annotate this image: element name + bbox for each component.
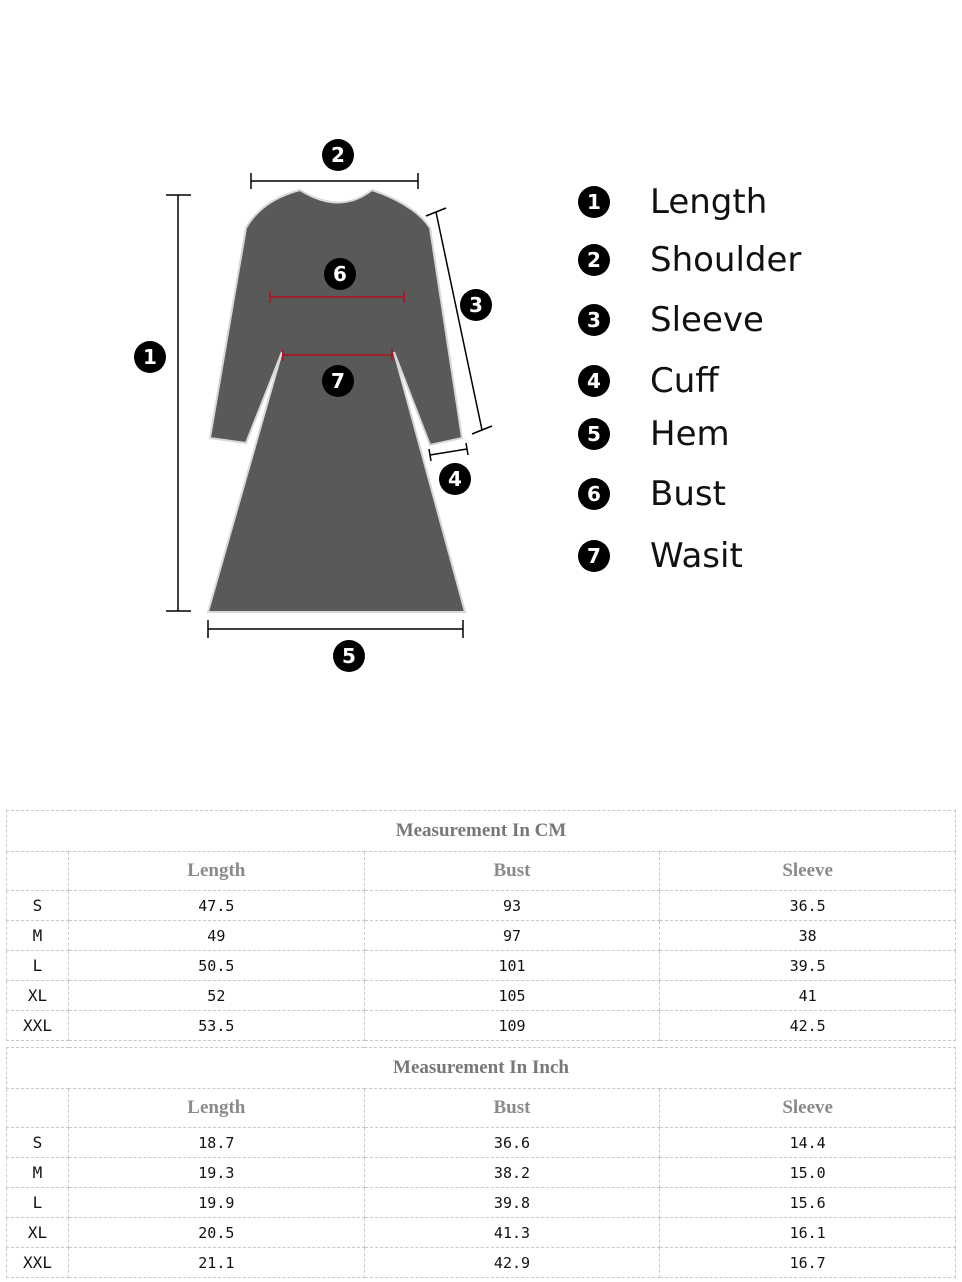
table-row bbox=[7, 891, 956, 921]
size-cell: XXL bbox=[7, 1248, 69, 1278]
legend-label: Bust bbox=[650, 474, 726, 514]
size-cell: M bbox=[7, 921, 69, 951]
size-cell: S bbox=[7, 1128, 69, 1158]
legend-item-sleeve bbox=[578, 300, 764, 340]
svg-text:6: 6 bbox=[333, 262, 347, 286]
length-dimension bbox=[166, 195, 191, 611]
table-row bbox=[7, 1011, 956, 1041]
value-cell: 42.5 bbox=[660, 1011, 956, 1041]
value-cell: 15.0 bbox=[660, 1158, 956, 1188]
legend-label: Sleeve bbox=[650, 300, 764, 340]
cuff-dimension bbox=[429, 443, 468, 461]
value-cell: 42.9 bbox=[364, 1248, 660, 1278]
column-header bbox=[7, 1089, 69, 1128]
svg-text:7: 7 bbox=[331, 369, 345, 393]
table-title-row bbox=[7, 811, 956, 852]
size-cell: L bbox=[7, 1188, 69, 1218]
column-header bbox=[7, 852, 69, 891]
table-row bbox=[7, 921, 956, 951]
value-cell: 101 bbox=[364, 951, 660, 981]
legend-label: Wasit bbox=[650, 536, 743, 576]
legend-item-waist bbox=[578, 536, 743, 576]
shoulder-dimension bbox=[251, 173, 418, 189]
table-header-row bbox=[7, 852, 956, 891]
size-cell: XXL bbox=[7, 1011, 69, 1041]
column-header: Bust bbox=[364, 852, 660, 891]
value-cell: 19.9 bbox=[69, 1188, 365, 1218]
legend-number: 6 bbox=[578, 478, 610, 510]
value-cell: 105 bbox=[364, 981, 660, 1011]
value-cell: 47.5 bbox=[69, 891, 365, 921]
marker-6 bbox=[324, 258, 356, 290]
legend-item-cuff bbox=[578, 361, 719, 401]
value-cell: 53.5 bbox=[69, 1011, 365, 1041]
value-cell: 18.7 bbox=[69, 1128, 365, 1158]
table-row bbox=[7, 1248, 956, 1278]
table-row bbox=[7, 1128, 956, 1158]
table-row bbox=[7, 981, 956, 1011]
value-cell: 14.4 bbox=[660, 1128, 956, 1158]
column-header: Sleeve bbox=[660, 1089, 956, 1128]
value-cell: 36.5 bbox=[660, 891, 956, 921]
value-cell: 49 bbox=[69, 921, 365, 951]
legend-item-shoulder bbox=[578, 240, 802, 280]
column-header: Length bbox=[69, 1089, 365, 1128]
size-cell: S bbox=[7, 891, 69, 921]
cm-size-table bbox=[6, 810, 956, 1041]
svg-text:2: 2 bbox=[331, 143, 345, 167]
svg-text:1: 1 bbox=[143, 345, 157, 369]
size-cell: M bbox=[7, 1158, 69, 1188]
dress-silhouette bbox=[208, 190, 465, 612]
value-cell: 16.7 bbox=[660, 1248, 956, 1278]
legend-number: 5 bbox=[578, 418, 610, 450]
legend-number: 3 bbox=[578, 304, 610, 336]
size-cell: XL bbox=[7, 1218, 69, 1248]
legend-label: Hem bbox=[650, 414, 730, 454]
value-cell: 20.5 bbox=[69, 1218, 365, 1248]
value-cell: 41 bbox=[660, 981, 956, 1011]
table-title-row bbox=[7, 1048, 956, 1089]
size-cell: XL bbox=[7, 981, 69, 1011]
value-cell: 21.1 bbox=[69, 1248, 365, 1278]
legend-item-length bbox=[578, 182, 768, 222]
value-cell: 41.3 bbox=[364, 1218, 660, 1248]
value-cell: 38.2 bbox=[364, 1158, 660, 1188]
hem-dimension bbox=[208, 620, 463, 638]
column-header: Sleeve bbox=[660, 852, 956, 891]
value-cell: 109 bbox=[364, 1011, 660, 1041]
value-cell: 19.3 bbox=[69, 1158, 365, 1188]
marker-7 bbox=[322, 365, 354, 397]
size-cell: L bbox=[7, 951, 69, 981]
value-cell: 16.1 bbox=[660, 1218, 956, 1248]
table-title: Measurement In CM bbox=[7, 811, 956, 852]
value-cell: 39.8 bbox=[364, 1188, 660, 1218]
marker-2 bbox=[322, 139, 354, 171]
legend-label: Length bbox=[650, 182, 768, 222]
size-tables bbox=[6, 810, 956, 1278]
svg-text:4: 4 bbox=[448, 467, 462, 491]
legend-item-bust bbox=[578, 474, 726, 514]
legend-number: 4 bbox=[578, 365, 610, 397]
svg-text:5: 5 bbox=[342, 644, 356, 668]
svg-text:3: 3 bbox=[469, 293, 483, 317]
value-cell: 38 bbox=[660, 921, 956, 951]
table-row bbox=[7, 1158, 956, 1188]
table-row bbox=[7, 1218, 956, 1248]
legend-item-hem bbox=[578, 414, 730, 454]
column-header: Length bbox=[69, 852, 365, 891]
value-cell: 93 bbox=[364, 891, 660, 921]
value-cell: 39.5 bbox=[660, 951, 956, 981]
marker-4 bbox=[439, 463, 471, 495]
legend-number: 7 bbox=[578, 540, 610, 572]
table-row bbox=[7, 951, 956, 981]
marker-1 bbox=[134, 341, 166, 373]
column-header: Bust bbox=[364, 1089, 660, 1128]
value-cell: 50.5 bbox=[69, 951, 365, 981]
table-header-row bbox=[7, 1089, 956, 1128]
value-cell: 36.6 bbox=[364, 1128, 660, 1158]
table-title: Measurement In Inch bbox=[7, 1048, 956, 1089]
measurement-legend bbox=[578, 0, 958, 760]
marker-5 bbox=[333, 640, 365, 672]
value-cell: 15.6 bbox=[660, 1188, 956, 1218]
value-cell: 97 bbox=[364, 921, 660, 951]
legend-label: Cuff bbox=[650, 361, 719, 401]
value-cell: 52 bbox=[69, 981, 365, 1011]
inch-size-table bbox=[6, 1047, 956, 1278]
legend-number: 2 bbox=[578, 244, 610, 276]
legend-label: Shoulder bbox=[650, 240, 802, 280]
marker-3 bbox=[460, 289, 492, 321]
table-row bbox=[7, 1188, 956, 1218]
legend-number: 1 bbox=[578, 186, 610, 218]
